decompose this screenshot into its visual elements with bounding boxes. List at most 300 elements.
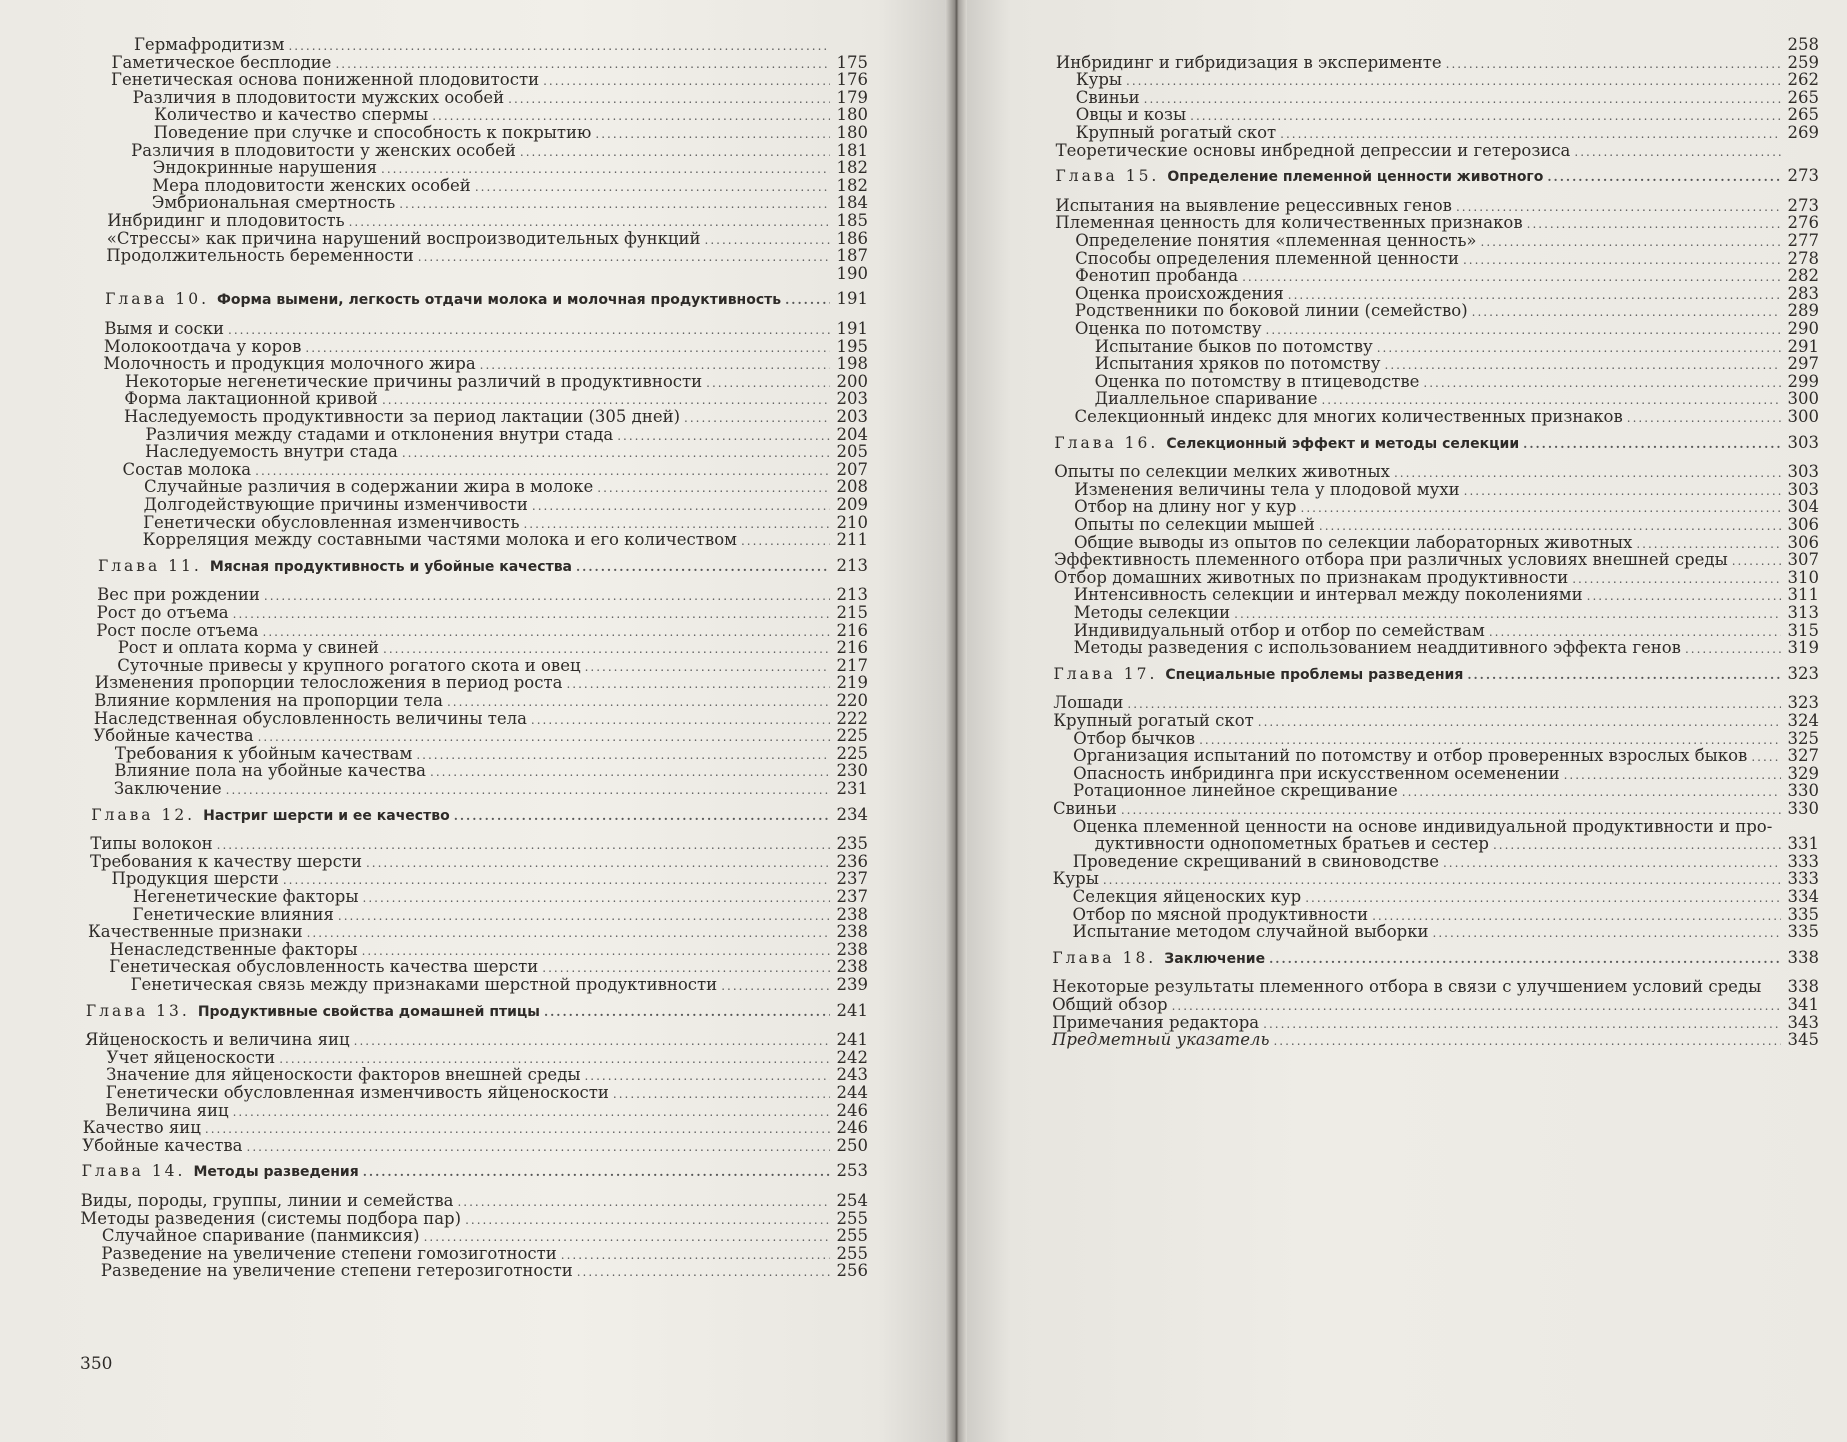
entry-page-number: 335 [1787, 904, 1819, 924]
entry-page-number: 338 [1787, 977, 1819, 997]
chapter-title: Заключение [1164, 950, 1266, 967]
dot-leader [576, 558, 830, 576]
entry-title: Крупный рогатый скот [1075, 123, 1277, 142]
entry-title: Влияние пола на убойные качества [114, 761, 426, 781]
dot-leader [584, 1067, 830, 1085]
dot-leader [402, 444, 830, 462]
dot-leader [283, 871, 830, 889]
entry-page-number: 330 [1787, 781, 1819, 801]
entry-page-number: 241 [836, 1000, 868, 1020]
chapter-label: Глава 10. [105, 290, 210, 309]
entry-page-number: 315 [1787, 620, 1819, 640]
book-gutter [945, 0, 967, 1442]
dot-leader [233, 605, 830, 623]
entry-page-number: 341 [1787, 995, 1819, 1014]
entry-title: Состав молока [122, 459, 252, 479]
entry-title: Качественные признаки [88, 922, 303, 942]
dot-leader [1627, 409, 1781, 427]
toc-entry [1072, 923, 1819, 942]
dot-leader [613, 1085, 830, 1103]
dot-leader [354, 1032, 830, 1050]
entry-page-number: 204 [836, 424, 868, 444]
entry-page-number: 237 [836, 887, 868, 906]
entry-page-number: 234 [836, 804, 868, 824]
dot-leader [1572, 570, 1781, 588]
dot-leader [1564, 766, 1781, 784]
entry-page-number: 269 [1787, 123, 1819, 142]
entry-title: Влияние кормления на пропорции тела [94, 691, 443, 710]
entry-title: Индивидуальный отбор и отбор по семействам [1073, 620, 1485, 640]
entry-title: Долгодействующие причины изменчивости [143, 495, 528, 514]
entry-title: Генетическая обусловленность качества шерсти [109, 957, 539, 977]
entry-page-number: 185 [836, 211, 868, 230]
dot-leader [1587, 587, 1781, 605]
entry-page-number: 205 [836, 442, 868, 462]
entry-title: Селекция яйценоских кур [1072, 887, 1302, 906]
toc-entry [143, 531, 868, 550]
entry-page-number: 215 [836, 603, 868, 622]
entry-page-number: 175 [836, 52, 868, 72]
entry-title: Опыты по селекции мышей [1074, 515, 1315, 534]
entry-page-number: 299 [1787, 371, 1819, 391]
dot-leader [1493, 836, 1781, 854]
dot-leader [1273, 1032, 1781, 1050]
dot-leader [366, 854, 830, 872]
entry-page-number: 277 [1787, 231, 1819, 250]
toc-entry [1073, 853, 1819, 872]
entry-title: Предметный указатель [1052, 1030, 1270, 1050]
entry-page-number: 258 [1787, 35, 1819, 54]
entry-page-number: 255 [836, 1226, 868, 1246]
dot-leader [585, 658, 830, 676]
entry-title: Продукция шерсти [111, 869, 279, 889]
entry-page-number: 238 [836, 939, 868, 959]
dot-leader [1472, 303, 1781, 321]
entry-page-number: 241 [836, 1030, 868, 1050]
entry-page-number: 216 [836, 638, 868, 658]
entry-page-number: 200 [836, 371, 868, 391]
entry-page-number: 210 [836, 512, 868, 532]
dot-leader [264, 587, 830, 605]
dot-leader [233, 1103, 830, 1121]
dot-leader [1685, 640, 1781, 658]
entry-page-number: 324 [1787, 711, 1819, 730]
dot-leader [705, 231, 830, 249]
entry-title: Овцы и козы [1075, 105, 1187, 125]
chapter-label: Глава 13. [85, 1001, 190, 1020]
entry-page-number: 330 [1787, 799, 1819, 818]
dot-leader [418, 248, 830, 266]
toc-entry [131, 976, 868, 995]
entry-title: Куры [1052, 869, 1099, 889]
entry-page-number: 238 [836, 922, 868, 942]
entry-title: «Стрессы» как причина нарушений воспроизводительных функций [106, 228, 701, 248]
entry-page-number: 329 [1787, 763, 1819, 783]
entry-title: Вес при рождении [97, 585, 260, 605]
chapter-heading-text [82, 1162, 359, 1181]
entry-page-number: 273 [1787, 195, 1819, 215]
entry-title: Количество и качество спермы [154, 105, 429, 125]
entry-title: Инбридинг и гибридизация в эксперименте [1055, 52, 1442, 72]
entry-page-number: 182 [836, 175, 868, 195]
chapter-heading-text [1052, 949, 1265, 968]
entry-title: Генетическая связь между признаками шерстной продуктивности [130, 975, 718, 994]
entry-title: Различия между стадами и отклонения внутри стада [145, 424, 614, 444]
entry-title: Теоретические основы инбредной депрессии и гетерозиса [1055, 140, 1571, 160]
chapter-heading [1055, 167, 1819, 186]
entry-title: Заключение [113, 779, 222, 798]
dot-leader [508, 90, 830, 108]
entry-title: Значение для яйценоскости факторов внешней среды [106, 1065, 581, 1085]
chapter-label: Глава 16. [1054, 433, 1159, 452]
dot-leader [741, 532, 830, 550]
entry-page-number: 313 [1787, 603, 1819, 622]
chapter-label: Глава 17. [1053, 664, 1158, 683]
chapter-heading [1052, 949, 1819, 968]
entry-title: Гермафродитизм [134, 35, 285, 54]
entry-page-number: 307 [1787, 550, 1819, 570]
entry-page-number: 238 [836, 957, 868, 977]
toc-entry [1056, 54, 1819, 73]
dot-leader [1423, 374, 1781, 392]
toc-entry [106, 247, 868, 266]
entry-title: дуктивности однопометных братьев и сестер [1094, 834, 1489, 854]
dot-leader [1377, 339, 1781, 357]
dot-leader [706, 374, 830, 392]
entry-page-number: 273 [1787, 166, 1819, 186]
chapter-heading-text [105, 290, 781, 309]
chapter-title: Методы разведения [193, 1164, 359, 1181]
entry-page-number: 180 [836, 123, 868, 142]
toc-entry [106, 265, 868, 284]
entry-title: Негенетические факторы [132, 887, 359, 906]
dot-leader [1574, 143, 1781, 161]
entry-title: Лошади [1053, 693, 1124, 713]
entry-title: Генетически обусловленная изменчивость яйценоскости [105, 1083, 609, 1102]
entry-title: Испытание методом случайной выборки [1072, 922, 1429, 942]
chapter-heading-text [86, 1002, 540, 1021]
entry-page-number: 319 [1787, 638, 1819, 658]
entry-title: Рост и оплата корма у свиней [117, 638, 380, 658]
chapter-heading-text [1053, 665, 1463, 684]
entry-title: Проведение скрещиваний в свиноводстве [1072, 851, 1439, 871]
entry-page-number: 198 [836, 354, 868, 374]
entry-title: Общие выводы из опытов по селекции лабораторных животных [1074, 532, 1633, 552]
entry-title: Рост после отъема [96, 620, 259, 640]
entry-title: Свиньи [1052, 799, 1117, 818]
entry-title: Оценка племенной ценности на основе индивидуальной продуктивности и про- [1072, 816, 1773, 836]
dot-leader [532, 497, 830, 515]
entry-page-number: 225 [836, 726, 868, 746]
entry-page-number: 265 [1787, 87, 1819, 107]
entry-title: Наследуемость продуктивности за период лактации (305 дней) [123, 407, 681, 426]
entry-title: Случайные различия в содержании жира в молоке [144, 477, 594, 497]
entry-page-number: 343 [1787, 1012, 1819, 1032]
entry-title: Наследуемость внутри стада [145, 442, 398, 462]
toc-entry [82, 1137, 868, 1156]
chapter-heading [86, 1002, 868, 1021]
entry-title: Различия в плодовитости у женских особей [131, 140, 516, 160]
entry-title: Учет яйценоскости [106, 1047, 276, 1067]
entry-page-number: 208 [836, 477, 868, 497]
entry-title: Продолжительность беременности [106, 246, 414, 266]
entry-page-number: 184 [836, 193, 868, 213]
entry-page-number: 345 [1787, 1030, 1819, 1050]
dot-leader [561, 1246, 830, 1264]
entry-title: Опыты по селекции мелких животных [1054, 462, 1390, 482]
chapter-title: Мясная продуктивность и убойные качества [209, 558, 572, 575]
dot-leader [1402, 783, 1781, 801]
entry-page-number: 291 [1787, 336, 1819, 356]
right-page [957, 0, 1847, 1442]
entry-page-number: 325 [1787, 728, 1819, 748]
entry-title: Оценка по потомству в птицеводстве [1094, 371, 1420, 391]
dot-leader [399, 195, 830, 213]
dot-leader [1263, 1015, 1781, 1033]
entry-title: Требования к качеству шерсти [89, 851, 362, 871]
dot-leader [288, 37, 830, 55]
entry-title: Изменения величины тела у плодовой мухи [1074, 479, 1460, 499]
dot-leader [1523, 435, 1781, 453]
entry-page-number: 256 [836, 1261, 868, 1281]
chapter-heading [105, 290, 868, 309]
entry-page-number: 306 [1787, 532, 1819, 552]
toc-entry [1056, 142, 1819, 161]
dot-leader [1172, 997, 1781, 1015]
dot-leader [595, 125, 830, 143]
entry-title: Вымя и соски [104, 319, 225, 338]
entry-page-number: 246 [836, 1100, 868, 1120]
entry-title: Разведение на увеличение степени гомозиготности [101, 1243, 557, 1263]
entry-page-number: 179 [836, 87, 868, 107]
entry-title: Некоторые результаты племенного отбора в связи с улучшением условий среды [1052, 977, 1762, 997]
entry-title: Способы определения племенной ценности [1075, 248, 1459, 268]
entry-page-number: 253 [836, 1161, 868, 1181]
dot-leader [617, 427, 830, 445]
dot-leader [416, 746, 830, 764]
entry-title: Генетически обусловленная изменчивость [143, 512, 520, 532]
entry-page-number: 203 [836, 407, 868, 426]
entry-page-number: 327 [1787, 746, 1819, 766]
dot-leader [544, 1003, 830, 1021]
chapter-title: Определение племенной ценности животного [1167, 169, 1544, 186]
dot-leader [1527, 215, 1781, 233]
entry-title: Виды, породы, группы, линии и семейства [80, 1191, 454, 1210]
entry-page-number: 239 [836, 975, 868, 994]
entry-title: Эмбриональная смертность [151, 193, 396, 213]
entry-page-number: 217 [836, 655, 868, 675]
toc-entry [1076, 89, 1819, 108]
dot-leader [475, 178, 830, 196]
toc-entry [101, 1262, 868, 1281]
entry-page-number: 219 [836, 673, 868, 693]
chapter-title: Продуктивные свойства домашней птицы [197, 1003, 540, 1020]
entry-title: Племенная ценность для количественных признаков [1055, 213, 1523, 233]
entry-title: Молокоотдача у коров [103, 336, 302, 356]
entry-title: Общий обзор [1052, 995, 1168, 1014]
dot-leader [1464, 482, 1781, 500]
entry-page-number: 186 [836, 228, 868, 248]
entry-title: Убойные качества [82, 1135, 243, 1155]
entry-title: Примечания редактора [1052, 1012, 1260, 1032]
entry-page-number: 231 [836, 779, 868, 798]
dot-leader [1269, 950, 1781, 968]
entry-page-number: 338 [1787, 947, 1819, 967]
dot-leader [543, 72, 830, 90]
entry-title: Молочность и продукция молочного жира [103, 354, 476, 374]
entry-title: Методы разведения с использованием неаддитивного эффекта генов [1073, 638, 1681, 658]
entry-title: Поведение при случке и способность к покрытию [153, 123, 592, 142]
entry-page-number: 311 [1787, 585, 1819, 605]
entry-title: Испытания на выявление рецессивных генов [1055, 195, 1452, 215]
entry-page-number: 278 [1787, 248, 1819, 268]
chapter-heading-text [1055, 167, 1543, 186]
entry-title: Эффективность племенного отбора при различных условиях внешней среды [1053, 550, 1728, 570]
entry-title: Величина яиц [105, 1100, 229, 1120]
chapter-heading-text [98, 557, 572, 576]
entry-page-number: 306 [1787, 515, 1819, 534]
entry-page-number: 230 [836, 761, 868, 781]
entry-title: Ненаследственные факторы [109, 939, 358, 959]
entry-page-number: 304 [1787, 497, 1819, 517]
entry-title: Интенсивность селекции и интервал между поколениями [1073, 585, 1583, 605]
entry-page-number: 222 [836, 708, 868, 728]
entry-page-number: 180 [836, 105, 868, 125]
entry-title: Испытания хряков по потомству [1094, 354, 1381, 374]
entry-page-number: 225 [836, 743, 868, 763]
chapter-heading [1053, 665, 1819, 684]
entry-title: Мера плодовитости женских особей [152, 175, 471, 195]
toc-entry [114, 780, 868, 799]
entry-page-number: 243 [836, 1065, 868, 1085]
dot-leader [566, 675, 830, 693]
entry-page-number: 207 [836, 459, 868, 479]
entry-page-number: 195 [836, 336, 868, 356]
right-toc [957, 0, 1847, 1442]
page-number: 350 [80, 1354, 113, 1374]
chapter-title: Селекционный эффект и методы селекции [1166, 435, 1520, 452]
entry-page-number: 300 [1787, 389, 1819, 409]
dot-leader [597, 479, 830, 497]
dot-leader [363, 889, 830, 907]
entry-page-number: 259 [1787, 52, 1819, 72]
entry-title: Свиньи [1075, 87, 1140, 107]
dot-leader [1467, 666, 1781, 684]
dot-leader [1372, 907, 1781, 925]
dot-leader [684, 409, 830, 427]
entry-page-number: 238 [836, 904, 868, 924]
entry-title: Эндокринные нарушения [152, 158, 378, 178]
entry-page-number: 209 [836, 495, 868, 514]
entry-page-number: 335 [1787, 922, 1819, 942]
entry-title: Различия в плодовитости мужских особей [132, 87, 505, 107]
entry-page-number: 255 [836, 1243, 868, 1263]
dot-leader [577, 1263, 830, 1281]
dot-leader [1433, 924, 1781, 942]
entry-page-number: 331 [1787, 834, 1819, 854]
chapter-label: Глава 14. [81, 1162, 186, 1181]
dot-leader [1547, 168, 1781, 186]
entry-title: Организация испытаний по потомству и отбор проверенных взрослых быков [1073, 746, 1748, 766]
entry-title: Качество яиц [82, 1118, 201, 1138]
chapter-heading-text [1054, 434, 1519, 453]
dot-leader [1190, 107, 1781, 125]
entry-page-number: 276 [1787, 213, 1819, 233]
entry-page-number: 242 [836, 1047, 868, 1067]
entry-page-number: 323 [1787, 663, 1819, 683]
entry-title: Диаллельное спаривание [1094, 389, 1318, 409]
entry-title: Отбор бычков [1073, 728, 1196, 748]
entry-title: Отбор по мясной продуктивности [1072, 904, 1369, 924]
entry-page-number: 254 [836, 1191, 868, 1210]
dot-leader [1463, 251, 1781, 269]
entry-page-number: 244 [836, 1083, 868, 1102]
dot-leader [1732, 552, 1781, 570]
entry-title: Родственники по боковой линии (семейство) [1074, 301, 1468, 321]
entry-title: Ротационное линейное скрещивание [1073, 781, 1398, 801]
toc-entry [1075, 408, 1819, 427]
entry-page-number: 237 [836, 869, 868, 889]
dot-leader [457, 1193, 830, 1211]
entry-title: Отбор домашних животных по признакам продуктивности [1053, 567, 1569, 587]
entry-page-number: 262 [1787, 70, 1819, 90]
dot-leader [1242, 268, 1781, 286]
entry-page-number: 216 [836, 620, 868, 640]
chapter-heading [91, 806, 868, 825]
entry-title: Корреляция между составными частями молока и его количеством [142, 530, 737, 550]
chapter-label: Глава 11. [97, 556, 202, 575]
toc-entry [1076, 71, 1819, 90]
entry-page-number: 246 [836, 1118, 868, 1138]
dot-leader [1301, 499, 1781, 517]
toc-entry [1052, 1031, 1819, 1050]
entry-page-number: 333 [1787, 851, 1819, 871]
chapter-title: Настриг шерсти и ее качество [203, 807, 450, 824]
entry-title: Определение понятия «племенная ценность» [1075, 231, 1477, 250]
entry-page-number: 290 [1787, 319, 1819, 338]
entry-page-number: 334 [1787, 887, 1819, 906]
entry-page-number: 310 [1787, 567, 1819, 587]
entry-title: Генетические влияния [132, 904, 334, 924]
entry-page-number: 289 [1787, 301, 1819, 321]
dot-leader [465, 1211, 830, 1229]
entry-title: Рост до отъема [96, 603, 229, 622]
entry-title: Типы волокон [90, 834, 213, 854]
dot-leader [785, 291, 830, 309]
entry-page-number: 187 [836, 246, 868, 266]
entry-title: Селекционный индекс для многих количественных признаков [1074, 407, 1623, 426]
entry-page-number: 176 [836, 70, 868, 90]
entry-title: Случайное спаривание (панмиксия) [101, 1226, 420, 1246]
toc-entry [1074, 639, 1819, 658]
entry-title: Инбридинг и плодовитость [107, 211, 345, 230]
entry-title: Опасность инбридинга при искусственном осеменении [1073, 763, 1560, 783]
entry-title: Фенотип пробанда [1075, 266, 1239, 286]
dot-leader [1385, 356, 1781, 374]
entry-title: Оценка по потомству [1074, 319, 1262, 338]
dot-leader [338, 907, 830, 925]
chapter-heading-text [91, 806, 449, 825]
dot-leader [1751, 748, 1781, 766]
dot-leader [1305, 889, 1781, 907]
chapter-label: Глава 18. [1052, 948, 1157, 967]
entry-title: Куры [1075, 70, 1123, 90]
entry-title: Оценка происхождения [1075, 283, 1284, 303]
entry-page-number: 191 [836, 289, 868, 309]
entry-title: Суточные привесы у крупного рогатого скота и овец [117, 655, 581, 675]
entry-title: Убойные качества [93, 726, 254, 746]
entry-page-number: 265 [1787, 105, 1819, 125]
